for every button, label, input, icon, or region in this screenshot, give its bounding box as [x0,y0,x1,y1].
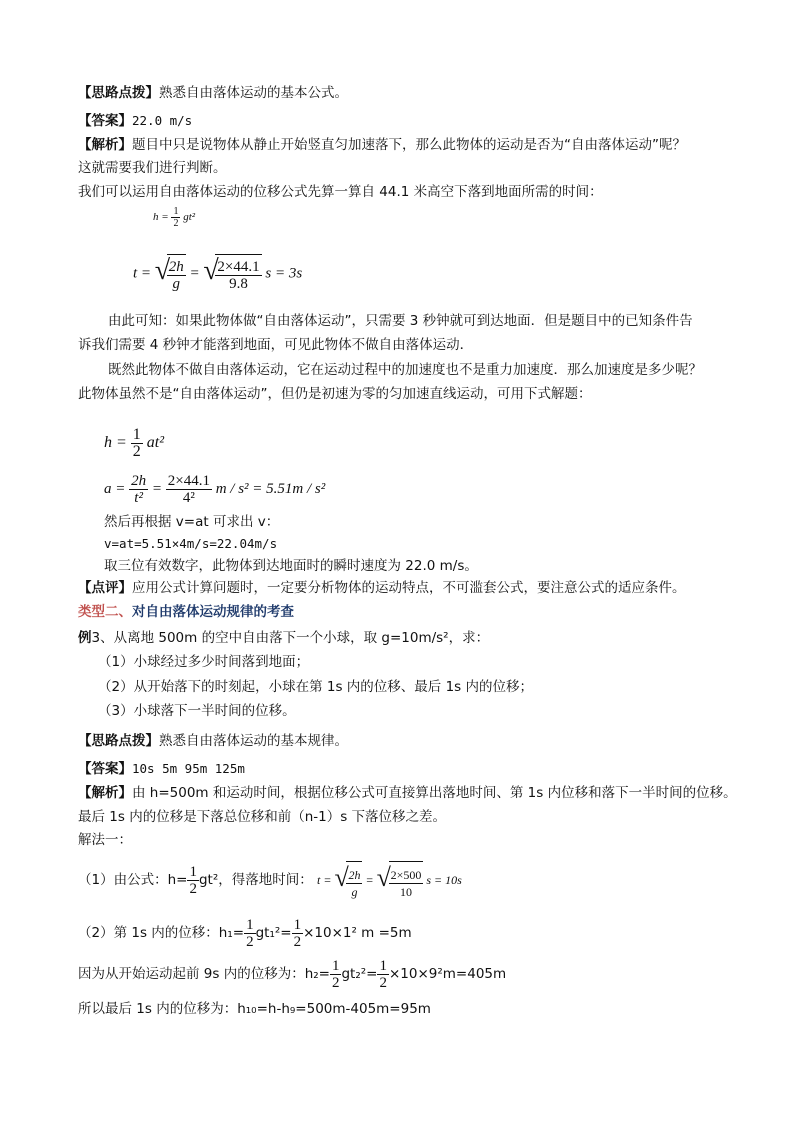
analysis-text-1: 题目中只是说物体从静止开始竖直匀加速落下，那么此物体的运动是否为“自由落体运动”呢？ [132,137,686,153]
analysis-line-1 [78,135,686,155]
formula-t-10s: t = √ $\frac{2h}{g}$ = √ $\frac{2\times 500}{10}$ s = 10s [317,873,462,887]
method-label: 解法一： [78,832,132,848]
example-line [78,628,489,648]
example-text: 3、从离地 500m 的空中自由落下一个小球，取 g=10m/s²，求： [91,630,490,646]
paragraph-2-line-1: 既然此物体不做自由落体运动，它在运动过程中的加速度也不是重力加速度．那么加速度是多少呢？ [108,362,702,378]
velocity-line-3: 取三位有效数字，此物体到达地面时的瞬时速度为 22.0 m/s。 [104,558,478,574]
paragraph-1-line-2: 诉我们需要 4 秒钟才能落到地面，可见此物体不做自由落体运动． [78,337,474,353]
paragraph-line-3: 我们可以运用自由落体运动的位移公式先算一算自 44.1 米高空下落到地面所需的时间： [78,184,603,200]
method-step-2: （2）第 1s 内的位移：h₁= $\frac{1}{2}$ gt₁²= $\frac{1}{2}$ ×10×1² m =5m [78,916,412,950]
analysis-label: 【解析】 [78,137,132,153]
type-heading [78,602,294,622]
comment-line [78,578,686,598]
formula-t-3s: t = √ $\frac{2h}{g}$ = √ $\frac{2\times 44.1}{9.8}$ s = 3s [133,255,303,293]
hint-text: 熟悉自由落体运动的基本公式。 [159,85,348,101]
formula-h-at2: h = $\frac{1}{2}$ at² [104,425,165,460]
sqrt-2: √ $\frac{2\times 44.1}{9.8}$ [203,255,260,293]
analysis-2-line-1: 【解析】由 h=500m 和运动时间，根据位移公式可直接算出落地时间、第 1s 内位移和落下一半时间的位移。 [78,785,737,801]
type-label: 类型二、 [78,604,132,620]
velocity-line-2: v=at=5.51×4m/s=22.04m/s [104,536,278,551]
paragraph-1-line-1: 由此可知：如果此物体做“自由落体运动”，只需要 3 秒钟就可到达地面．但是题目中的已知条件告 [108,313,693,329]
question-3: （3）小球落下一半时间的位移。 [98,703,296,719]
method-step-4: 所以最后 1s 内的位移为：h₁₀=h-h₉=500m-405m=95m [78,1001,431,1017]
method-step-1: （1）由公式：h= $\frac{1}{2}$ gt²，得落地时间： t = √ $\frac{2h}{g}$ = √ $\frac{2\times 500}{10}$ s = 10s [78,861,462,901]
analysis-2-line-2: 最后 1s 内的位移是下落总位移和前（n-1）s 下落位移之差。 [78,809,447,825]
velocity-line-1: 然后再根据 v=at 可求出 v： [104,514,280,530]
question-1: （1）小球经过多少时间落到地面； [98,654,310,670]
answer-label: 【答案】 [78,113,132,129]
fraction: $\frac{1}{2}$ [173,206,179,229]
answer-line-1 [78,111,192,131]
answer-text: 22.0 m/s [132,113,193,128]
comment-text: 应用公式计算问题时，一定要分析物体的运动特点，不可滥套公式，要注意公式的适应条件。 [132,580,686,596]
question-2: （2）从开始落下的时刻起，小球在第 1s 内的位移、最后 1s 内的位移； [98,679,533,695]
method-step-3: 因为从开始运动起前 9s 内的位移为：h₂= $\frac{1}{2}$ gt₂²= $\frac{1}{2}$ ×10×9²m=405m [78,957,507,991]
hint-line-1 [78,83,348,103]
formula-rhs: gt² [183,211,196,224]
comment-label: 【点评】 [78,580,132,596]
example-label: 例 [78,630,92,646]
hint-line-2: 【思路点拨】熟悉自由落体运动的基本规律。 [78,733,348,749]
type-title: 对自由落体运动规律的考查 [132,604,294,620]
answer-line-2: 【答案】10s 5m 95m 125m [78,761,245,777]
paragraph-2-line-2: 此物体虽然不是“自由落体运动”，但仍是初速为零的匀加速直线运动，可用下式解题： [78,386,592,402]
sqrt-1: √ $\frac{2h}{g}$ [154,255,184,293]
formula-a: a = $\frac{2h}{\text{t²}}$ = $\frac{2\times 44.1}{\text{4²}}$ m / s² = 5.51m / s² [104,473,326,507]
analysis-line-2: 这就需要我们进行判断。 [78,160,227,176]
formula-h-gt2 [153,206,195,229]
formula-lhs: h = [153,211,169,224]
hint-label: 【思路点拨】 [78,85,159,101]
